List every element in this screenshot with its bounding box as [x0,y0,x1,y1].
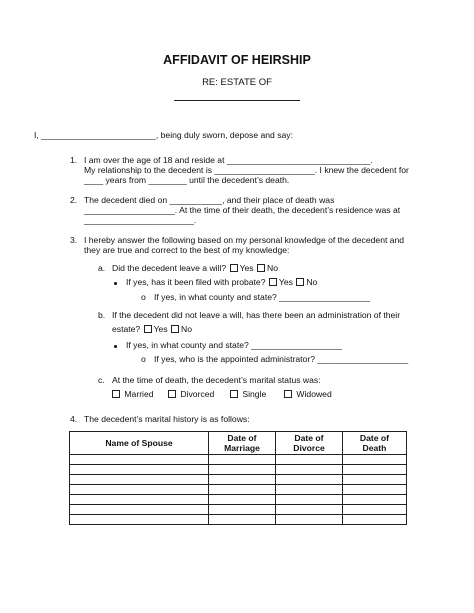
item-1-line-1: I am over the age of 18 and reside at ______________________________. [84,155,373,165]
item-2-line-2: ___________________. At the time of their death, the decedent’s residence was at [84,205,401,215]
bullet-icon [114,345,117,348]
table-cell[interactable] [343,485,407,495]
administration-no-checkbox[interactable] [171,325,179,333]
item-3-line-1: I hereby answer the following based on my personal knowledge of the decedent and [84,235,405,245]
probate-question [126,277,317,288]
widowed-checkbox[interactable] [284,390,292,398]
table-cell[interactable] [70,475,209,485]
table-cell[interactable] [209,485,276,495]
table-row [70,505,407,515]
table-cell[interactable] [276,515,343,525]
item-2-line-3: _______________________. [84,215,197,225]
table-cell[interactable] [343,495,407,505]
divorced-option [167,389,214,400]
administration-yes-checkbox[interactable] [144,325,152,333]
widowed-label: Widowed [296,389,332,399]
sub-a-label: a. [98,263,106,273]
table-cell[interactable] [70,455,209,465]
table-cell[interactable] [209,455,276,465]
probate-no-checkbox[interactable] [296,278,304,286]
table-row [70,475,407,485]
item-1-line-3: ____ years from ________ until the decedent’s death. [84,175,290,185]
will-no-checkbox[interactable] [257,264,265,272]
item-1-line-2: My relationship to the decedent is _____________________. I knew the decedent for [84,165,409,175]
item-4-number: 4. [70,414,78,424]
circle-bullet-icon: o [141,354,146,364]
will-question-text: Did the decedent leave a will? [112,263,227,273]
header-name-of-spouse: Name of Spouse [70,432,209,455]
probate-yes-checkbox[interactable] [269,278,277,286]
header-date-of-death: Date of Death [343,432,407,455]
marital-history-table [69,431,407,525]
table-row [70,515,407,525]
sub-b-line-2 [112,324,192,335]
page-title: AFFIDAVIT OF HEIRSHIP [163,53,311,67]
table-cell[interactable] [70,485,209,495]
single-option [229,389,266,400]
sub-c-label: c. [98,375,105,385]
circle-bullet-icon: o [141,292,146,302]
header-date-of-marriage: Date of Marriage [209,432,276,455]
table-cell[interactable] [209,505,276,515]
intro-statement: I, ________________________, being duly sworn, depose and say: [34,130,293,140]
table-cell[interactable] [276,505,343,515]
table-cell[interactable] [209,465,276,475]
table-row [70,465,407,475]
table-cell[interactable] [209,495,276,505]
table-cell[interactable] [70,505,209,515]
table-cell[interactable] [70,465,209,475]
table-body [70,455,407,525]
table-cell[interactable] [276,465,343,475]
married-option [111,389,154,400]
header-date-of-divorce: Date of Divorce [276,432,343,455]
table-cell[interactable] [343,455,407,465]
single-label: Single [242,389,267,399]
estate-of-label: RE: ESTATE OF [202,77,272,88]
probate-yes-label: Yes [278,277,293,287]
table-cell[interactable] [343,465,407,475]
single-checkbox[interactable] [230,390,238,398]
sub-a-question [112,263,278,274]
table-cell[interactable] [343,505,407,515]
table-row [70,485,407,495]
married-label: Married [124,389,154,399]
administration-county-state-line: If yes, in what county and state? ___________________ [126,340,342,350]
will-yes-checkbox[interactable] [230,264,238,272]
divorced-checkbox[interactable] [168,390,176,398]
probate-no-label: No [306,277,318,287]
divorced-label: Divorced [180,389,215,399]
table-cell[interactable] [276,485,343,495]
table-cell[interactable] [276,495,343,505]
administrator-line: If yes, who is the appointed administrator? ___________________ [154,354,409,364]
item-3-number: 3. [70,235,78,245]
item-2-number: 2. [70,195,78,205]
table-row [70,455,407,465]
item-3-line-2: they are true and correct to the best of my knowledge: [84,245,290,255]
table-cell[interactable] [276,475,343,485]
administration-yes-label: Yes [153,324,168,334]
table-header-row [70,432,407,455]
table-cell[interactable] [276,455,343,465]
table-row [70,495,407,505]
bullet-icon [114,282,117,285]
marital-history-label: The decedent’s marital history is as follows: [84,414,250,424]
item-2-line-1: The decedent died on ___________, and their place of death was [84,195,335,205]
probate-question-text: If yes, has it been filed with probate? [126,277,266,287]
sub-b-label: b. [98,310,106,320]
table-cell[interactable] [343,515,407,525]
estate-question-text: estate? [112,324,141,334]
widowed-option [283,389,332,400]
table-cell[interactable] [70,515,209,525]
administration-no-label: No [181,324,193,334]
table-cell[interactable] [209,475,276,485]
will-yes-label: Yes [239,263,254,273]
will-no-label: No [267,263,278,273]
item-1-number: 1. [70,155,78,165]
marital-status-question: At the time of death, the decedent’s marital status was: [112,375,321,385]
will-county-state-line: If yes, in what county and state? ___________________ [154,292,370,302]
table-cell[interactable] [343,475,407,485]
estate-name-blank[interactable] [174,100,300,101]
married-checkbox[interactable] [112,390,120,398]
table-cell[interactable] [70,495,209,505]
sub-b-line-1: If the decedent did not leave a will, has there been an administration of their [112,310,401,320]
table-cell[interactable] [209,515,276,525]
